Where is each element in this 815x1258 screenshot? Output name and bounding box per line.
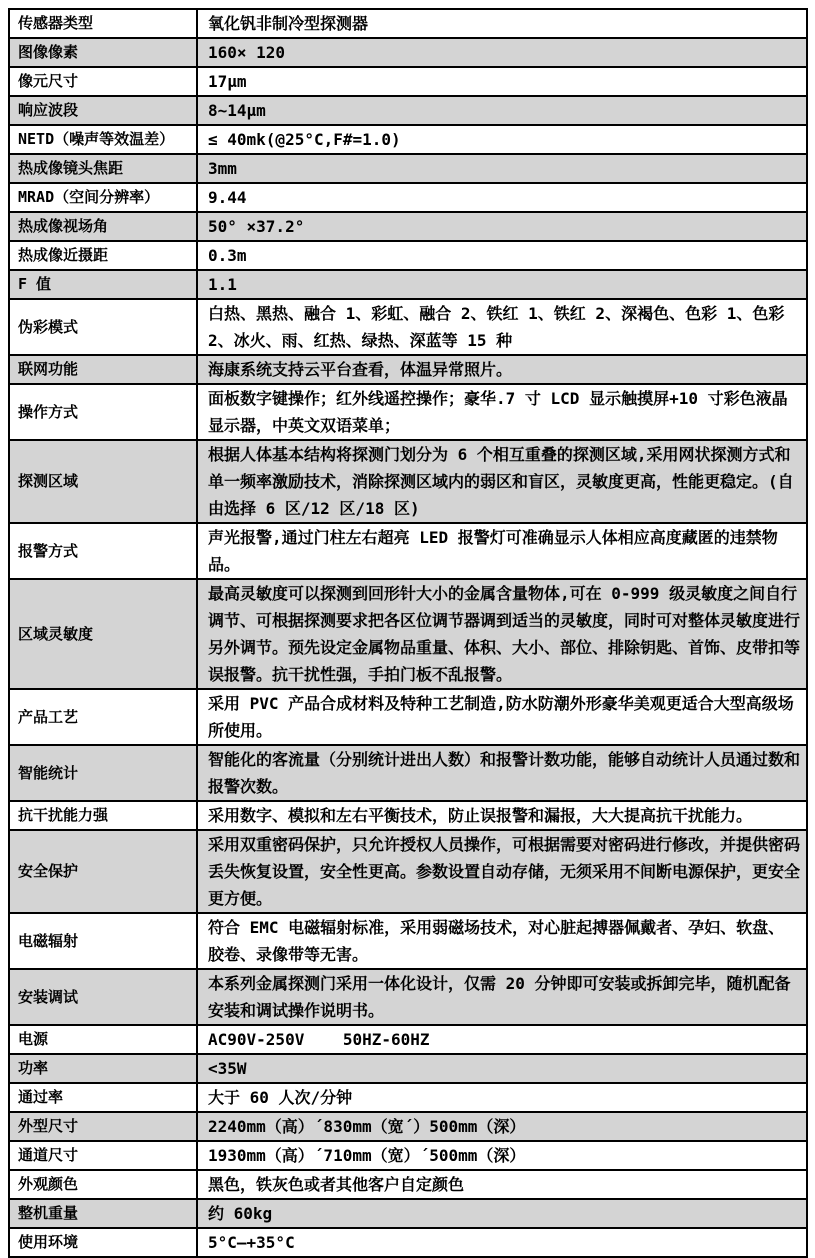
spec-value: 1.1 [197,270,807,299]
table-row [9,1112,807,1141]
spec-value: 黑色，铁灰色或者其他客户自定颜色 [197,1170,807,1199]
table-row [9,1170,807,1199]
table-row [9,299,807,355]
spec-value: 面板数字键操作；红外线遥控操作；豪华.7 寸 LCD 显示触摸屏+10 寸彩色液晶显示器，中英文双语菜单； [197,384,807,440]
spec-value: 海康系统支持云平台查看，体温异常照片。 [197,355,807,384]
table-row [9,440,807,523]
spec-label: 热成像镜头焦距 [9,154,197,183]
spec-value: 3mm [197,154,807,183]
spec-value: ≤ 40mk(@25°C,F#=1.0) [197,125,807,154]
spec-label: 热成像近摄距 [9,241,197,270]
spec-label: 电磁辐射 [9,913,197,969]
spec-label: 热成像视场角 [9,212,197,241]
table-row [9,913,807,969]
table-row [9,1228,807,1257]
spec-value: <35W [197,1054,807,1083]
table-row [9,212,807,241]
spec-label: 整机重量 [9,1199,197,1228]
spec-label: 外型尺寸 [9,1112,197,1141]
spec-value: 2240mm（高）´830mm（宽´）500mm（深） [197,1112,807,1141]
table-row [9,830,807,913]
spec-value: 约 60kg [197,1199,807,1228]
spec-value: 50° ×37.2° [197,212,807,241]
spec-value: 8~14μm [197,96,807,125]
spec-value: 1930mm（高）´710mm（宽）´500mm（深） [197,1141,807,1170]
table-row [9,355,807,384]
spec-value: 160× 120 [197,38,807,67]
table-row [9,384,807,440]
spec-label: 产品工艺 [9,689,197,745]
spec-label: NETD（噪声等效温差） [9,125,197,154]
table-row [9,154,807,183]
table-row [9,579,807,689]
table-row [9,689,807,745]
spec-label: 区域灵敏度 [9,579,197,689]
table-row [9,183,807,212]
spec-value: 5°C—+35°C [197,1228,807,1257]
spec-label: 使用环境 [9,1228,197,1257]
spec-label: 像元尺寸 [9,67,197,96]
table-row [9,270,807,299]
spec-value: 白热、黑热、融合 1、彩虹、融合 2、铁红 1、铁红 2、深褐色、色彩 1、色彩 2、冰火、雨、红热、绿热、深蓝等 15 种 [197,299,807,355]
spec-value: 0.3m [197,241,807,270]
spec-value: 声光报警,通过门柱左右超亮 LED 报警灯可准确显示人体相应高度藏匿的违禁物品。 [197,523,807,579]
spec-label: 安全保护 [9,830,197,913]
product-spec-table [8,8,808,1258]
spec-label: 通道尺寸 [9,1141,197,1170]
table-row [9,801,807,830]
table-row [9,1025,807,1054]
spec-value: 采用双重密码保护，只允许授权人员操作，可根据需要对密码进行修改，并提供密码丢失恢复设置，安全性更高。参数设置自动存储，无须采用不间断电源保护，更安全更方便。 [197,830,807,913]
table-row [9,9,807,38]
spec-label: MRAD（空间分辨率） [9,183,197,212]
table-row [9,1083,807,1112]
table-row [9,523,807,579]
spec-value: 智能化的客流量（分别统计进出人数）和报警计数功能，能够自动统计人员通过数和报警次数。 [197,745,807,801]
spec-label: 响应波段 [9,96,197,125]
spec-label: 外观颜色 [9,1170,197,1199]
table-row [9,241,807,270]
spec-label: 操作方式 [9,384,197,440]
table-row [9,1054,807,1083]
spec-label: 探测区域 [9,440,197,523]
spec-value: 17μm [197,67,807,96]
table-row [9,38,807,67]
spec-label: 联网功能 [9,355,197,384]
table-row [9,1141,807,1170]
table-row [9,745,807,801]
spec-value: 根据人体基本结构将探测门划分为 6 个相互重叠的探测区域,采用网状探测方式和单一频率激励技术，消除探测区域内的弱区和盲区，灵敏度更高，性能更稳定。(自由选择 6 区/12 区/18 区) [197,440,807,523]
spec-value: 最高灵敏度可以探测到回形针大小的金属含量物体,可在 0-999 级灵敏度之间自行调节、可根据探测要求把各区位调节器调到适当的灵敏度，同时可对整体灵敏度进行另外调节。预先设定金属物品重量、体积、大小、部位、排除钥匙、首饰、皮带扣等误报警。抗干扰性强，手拍门板不乱报警。 [197,579,807,689]
spec-label: 功率 [9,1054,197,1083]
spec-value: 9.44 [197,183,807,212]
spec-value: 符合 EMC 电磁辐射标准，采用弱磁场技术，对心脏起搏器佩戴者、孕妇、软盘、胶卷、录像带等无害。 [197,913,807,969]
table-row [9,96,807,125]
spec-label: 安装调试 [9,969,197,1025]
table-row [9,1199,807,1228]
table-row [9,125,807,154]
spec-label: F 值 [9,270,197,299]
spec-value: 采用 PVC 产品合成材料及特种工艺制造,防水防潮外形豪华美观更适合大型高级场所使用。 [197,689,807,745]
spec-value: 采用数字、模拟和左右平衡技术，防止误报警和漏报，大大提高抗干扰能力。 [197,801,807,830]
spec-value: AC90V-250V 50HZ-60HZ [197,1025,807,1054]
spec-label: 传感器类型 [9,9,197,38]
spec-label: 报警方式 [9,523,197,579]
spec-label: 伪彩模式 [9,299,197,355]
spec-label: 抗干扰能力强 [9,801,197,830]
spec-label: 智能统计 [9,745,197,801]
spec-label: 图像像素 [9,38,197,67]
spec-label: 电源 [9,1025,197,1054]
table-row [9,67,807,96]
spec-value: 本系列金属探测门采用一体化设计，仅需 20 分钟即可安装或拆卸完毕，随机配备安装和调试操作说明书。 [197,969,807,1025]
table-row [9,969,807,1025]
spec-label: 通过率 [9,1083,197,1112]
spec-table-body [9,9,807,1257]
spec-value: 氧化钒非制冷型探测器 [197,9,807,38]
spec-value: 大于 60 人次/分钟 [197,1083,807,1112]
